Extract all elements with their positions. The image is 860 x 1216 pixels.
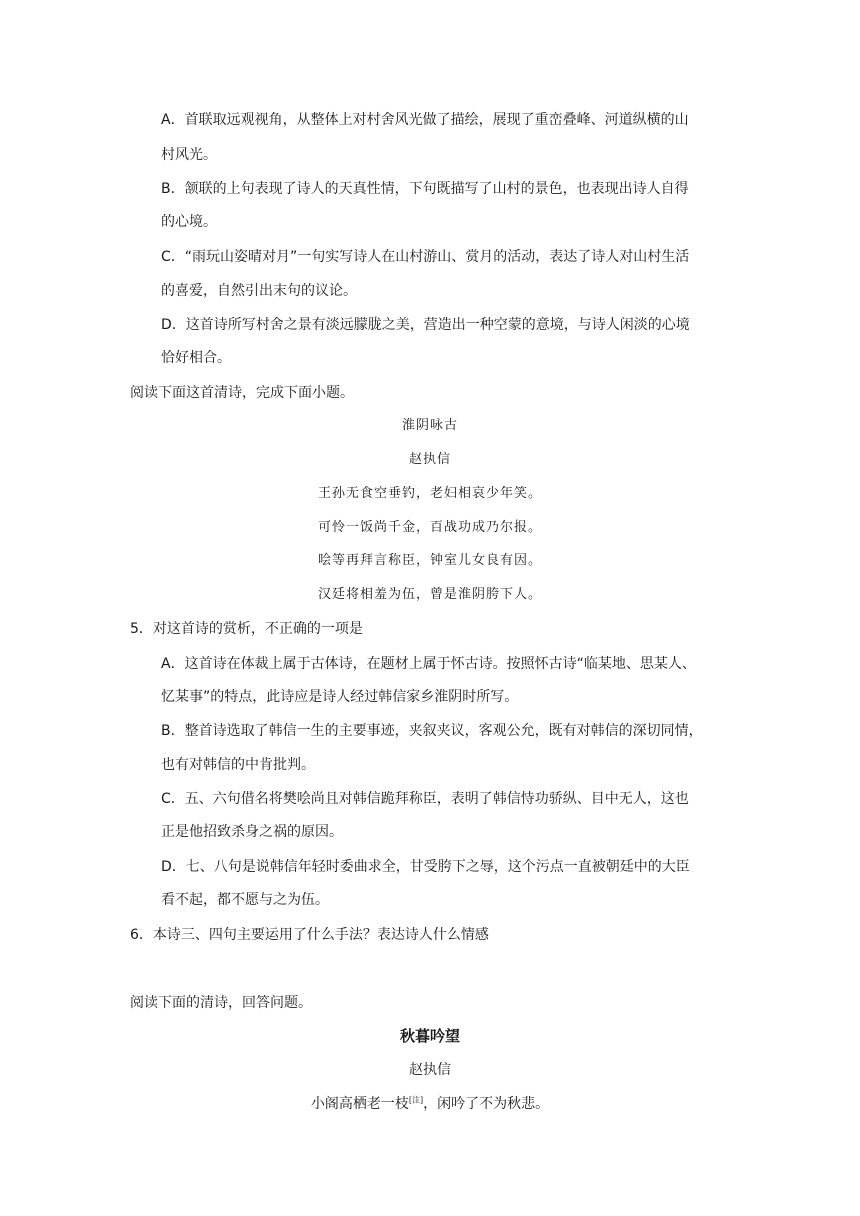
q5-option-b-line1: B．整首诗选取了韩信一生的主要事迹，夹叙夹议，客观公允，既有对韩信的深切同情， (161, 723, 703, 739)
q5-option-d-line2: 看不起，都不愿与之为伍。 (161, 892, 329, 908)
option-a-line1: A．首联取远观视角，从整体上对村舍风光做了描绘，展现了重峦叠峰、河道纵横的山 (161, 112, 689, 128)
option-d-line2: 恰好相合。 (161, 350, 231, 366)
option-a-line2: 村风光。 (161, 147, 217, 163)
annotation-marker[interactable]: [注] (408, 1095, 424, 1105)
poem2-title: 秋暮吟望 (399, 1027, 460, 1045)
option-b-line1: B．颔联的上句表现了诗人的天真性情，下句既描写了山村的景色，也表现出诗人自得 (161, 181, 689, 197)
poem2-line-1-part1: 小阁高栖老一枝 (310, 1096, 409, 1112)
q5-option-b-line2: 也有对韩信的中肯批判。 (161, 757, 315, 773)
poem1-line-3: 哙等再拜言称臣，钟室儿女良有因。 (317, 553, 542, 568)
q5-option-c-line2: 正是他招致杀身之祸的原因。 (161, 824, 343, 840)
q5-option-a-line2: 忆某事”的特点，此诗应是诗人经过韩信家乡淮阴时所写。 (161, 689, 519, 705)
option-d-line1: D．这首诗所写村舍之景有淡远朦胧之美，营造出一种空蒙的意境，与诗人闲淡的心境 (161, 317, 690, 333)
poem1-line-1: 王孙无食空垂钓，老妇相哀少年笑。 (317, 486, 542, 501)
poem1-line-4: 汉廷将相羞为伍，曾是淮阴胯下人。 (317, 587, 542, 602)
reading1-instruction: 阅读下面这首清诗，完成下面小题。 (130, 385, 354, 401)
q5-stem: 5．对这首诗的赏析，不正确的一项是 (130, 621, 363, 637)
q5-option-a-line1: A．这首诗在体裁上属于古体诗，在题材上属于怀古诗。按照怀古诗“临某地、思某人、 (161, 656, 696, 672)
option-c-line1: C．“雨玩山姿晴对月”一句实写诗人在山村游山、赏月的活动，表达了诗人对山村生活 (161, 249, 690, 265)
poem1-line-2: 可怜一饭尚千金，百战功成乃尔报。 (317, 520, 542, 535)
poem2-line-1 (0, 1094, 860, 1114)
poem2-author: 赵执信 (409, 1062, 451, 1078)
option-b-line2: 的心境。 (161, 214, 217, 230)
q5-option-d-line1: D．七、八句是说韩信年轻时委曲求全，甘受胯下之辱，这个污点一直被朝廷中的大臣 (161, 859, 690, 875)
q5-option-c-line1: C．五、六句借名将樊哙尚且对韩信跪拜称臣，表明了韩信恃功骄纵、目中无人，这也 (161, 791, 689, 807)
poem2-line-1-part2: ，闲吟了不为秋悲。 (423, 1096, 550, 1112)
option-c-line2: 的喜爱，自然引出末句的议论。 (161, 283, 357, 299)
poem1-author: 赵执信 (408, 452, 451, 467)
q6-stem: 6．本诗三、四句主要运用了什么手法？表达诗人什么情感 (130, 927, 489, 943)
reading2-instruction: 阅读下面的清诗，回答问题。 (130, 995, 312, 1011)
poem1-title: 淮阴咏古 (401, 418, 458, 433)
